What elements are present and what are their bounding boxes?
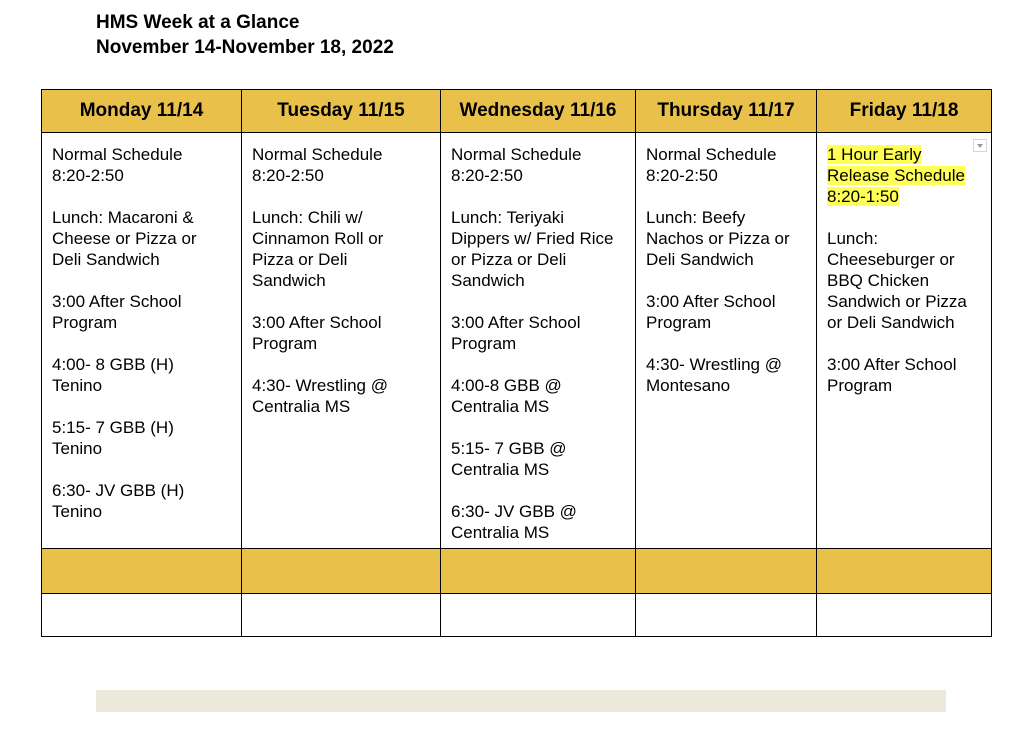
tuesday-cell[interactable] (242, 133, 441, 548)
gold-cell[interactable] (242, 549, 441, 593)
friday-after-school: 3:00 After School Program (827, 355, 957, 395)
wednesday-event-2: 5:15- 7 GBB @ Centralia MS (451, 439, 567, 479)
tuesday-event-1: 4:30- Wrestling @ Centralia MS (252, 376, 388, 416)
thursday-event-1: 4:30- Wrestling @ Montesano (646, 355, 782, 395)
empty-cell[interactable] (636, 594, 817, 636)
monday-event-1: 4:00- 8 GBB (H) Tenino (52, 355, 174, 395)
cell-dropdown-icon[interactable] (973, 139, 987, 152)
monday-after-school: 3:00 After School Program (52, 292, 182, 332)
empty-cell[interactable] (817, 594, 991, 636)
thursday-schedule: Normal Schedule 8:20-2:50 (646, 145, 777, 185)
footer-bar (96, 690, 946, 712)
week-schedule-table (41, 89, 992, 637)
gold-cell[interactable] (42, 549, 242, 593)
document-date-range: November 14-November 18, 2022 (96, 37, 394, 58)
gold-cell[interactable] (441, 549, 636, 593)
tuesday-after-school: 3:00 After School Program (252, 313, 382, 353)
wednesday-after-school: 3:00 After School Program (451, 313, 581, 353)
empty-cell[interactable] (42, 594, 242, 636)
monday-schedule: Normal Schedule 8:20-2:50 (52, 145, 183, 185)
wednesday-lunch: Lunch: Teriyaki Dippers w/ Fried Rice or Pizza or Deli Sandwich (451, 208, 614, 290)
monday-lunch: Lunch: Macaroni & Cheese or Pizza or Deli Sandwich (52, 208, 197, 269)
wednesday-cell[interactable] (441, 133, 636, 548)
tuesday-lunch: Lunch: Chili w/ Cinnamon Roll or Pizza or Deli Sandwich (252, 208, 384, 290)
empty-row (42, 594, 991, 636)
monday-cell[interactable] (42, 133, 242, 548)
monday-event-3: 6:30- JV GBB (H) Tenino (52, 481, 185, 521)
tuesday-schedule: Normal Schedule 8:20-2:50 (252, 145, 383, 185)
wednesday-event-1: 4:00-8 GBB @ Centralia MS (451, 376, 562, 416)
thursday-lunch: Lunch: Beefy Nachos or Pizza or Deli Sandwich (646, 208, 790, 269)
gold-spacer-row (42, 549, 991, 594)
table-body-row (42, 133, 991, 549)
header-monday: Monday 11/14 (42, 90, 242, 132)
thursday-after-school: 3:00 After School Program (646, 292, 776, 332)
header-friday: Friday 11/18 (849, 100, 959, 121)
wednesday-event-3: 6:30- JV GBB @ Centralia MS (451, 502, 577, 542)
monday-event-2: 5:15- 7 GBB (H) Tenino (52, 418, 174, 458)
document-title: HMS Week at a Glance (96, 12, 300, 33)
header-wednesday: Wednesday 11/16 (441, 90, 636, 132)
empty-cell[interactable] (242, 594, 441, 636)
gold-cell[interactable] (636, 549, 817, 593)
header-tuesday: Tuesday 11/15 (242, 90, 441, 132)
table-header-row (42, 90, 991, 133)
friday-lunch: Lunch: Cheeseburger or BBQ Chicken Sandwich or Pizza or Deli Sandwich (827, 229, 967, 332)
friday-early-release-highlight: 1 Hour Early Release Schedule 8:20-1:50 (827, 145, 965, 206)
document-title-block (96, 10, 394, 60)
header-thursday: Thursday 11/17 (636, 90, 817, 132)
empty-cell[interactable] (441, 594, 636, 636)
thursday-cell[interactable] (636, 133, 817, 548)
gold-cell[interactable] (817, 549, 991, 593)
wednesday-schedule: Normal Schedule 8:20-2:50 (451, 145, 582, 185)
friday-cell[interactable] (817, 133, 991, 548)
